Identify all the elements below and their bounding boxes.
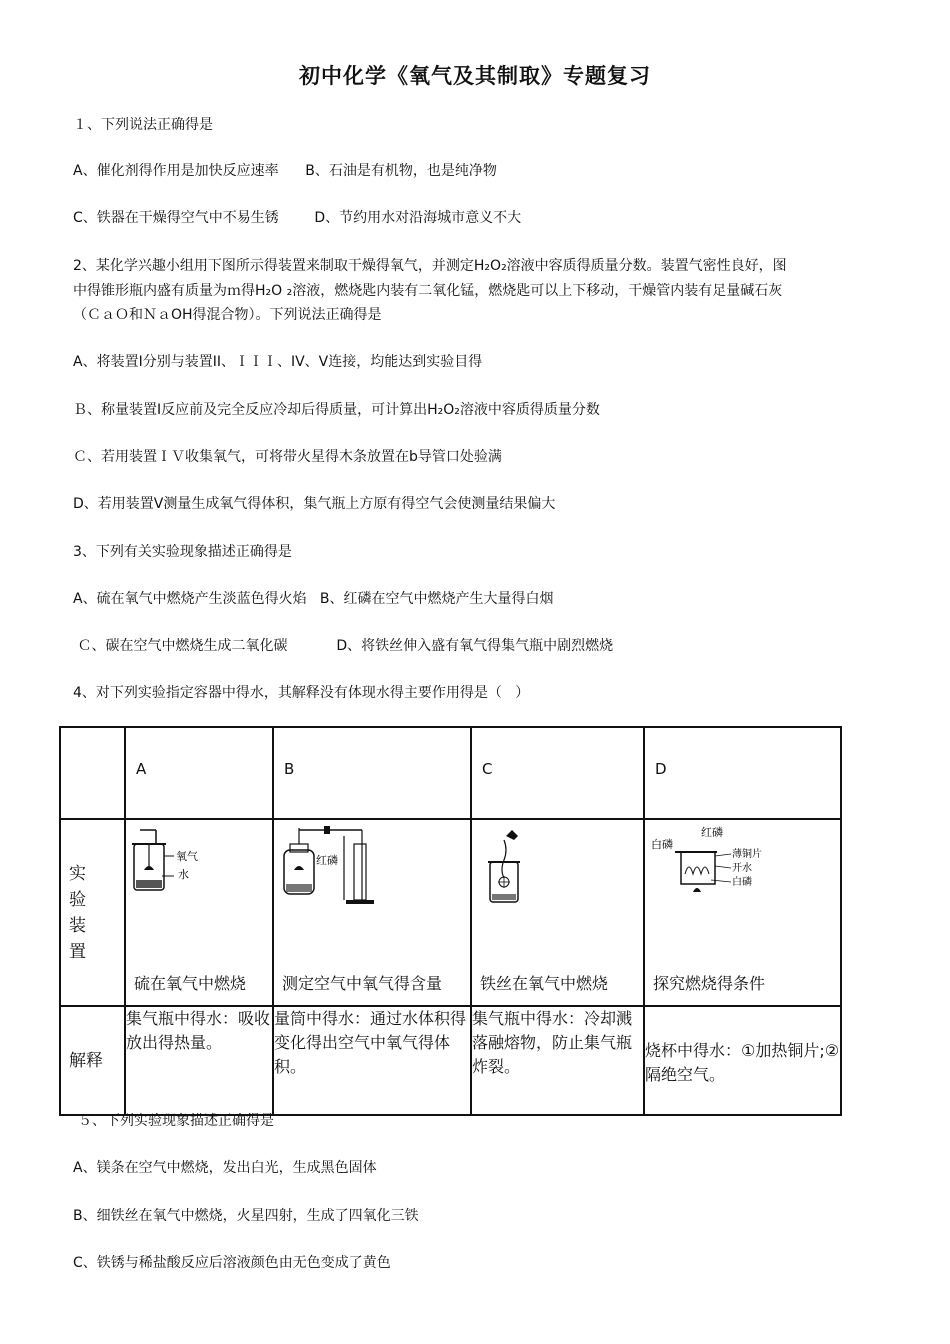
cell-apparatus-d [644, 819, 841, 1006]
row-label-explanation: 解释 [60, 1006, 125, 1115]
caption-a: 硫在氧气中燃烧 [134, 974, 247, 993]
header-a: A [125, 727, 273, 819]
question-4: 4、对下列实验指定容器中得水，其解释没有体现水得主要作用得是（ ） [73, 685, 530, 701]
header-b: B [273, 727, 471, 819]
q5-option-a: A、镁条在空气中燃烧，发出白光，生成黑色固体 [73, 1160, 377, 1176]
label-white-phosphorus-right: 白磷 [732, 877, 752, 888]
q2-option-c: Ｃ、若用装置ＩＶ收集氧气，可将带火星得木条放置在b导管口处验满 [73, 449, 502, 465]
iron-wire-figure [478, 826, 548, 906]
oxygen-content-figure [280, 826, 380, 906]
experiment-table [59, 726, 842, 1116]
label-white-phosphorus-left: 白磷 [651, 838, 673, 851]
q1-option-cd: C、铁器在干燥得空气中不易生锈 D、节约用水对沿海城市意义不大 [73, 210, 522, 226]
cell-apparatus-a [125, 819, 273, 1006]
question-1: １、下列说法正确得是 [73, 117, 213, 133]
caption-d: 探究燃烧得条件 [653, 974, 766, 993]
label-water: 水 [178, 868, 189, 881]
q5-option-b: B、细铁丝在氧气中燃烧，火星四射，生成了四氧化三铁 [73, 1208, 419, 1224]
question-2-line-2: 中得锥形瓶内盛有质量为ｍ得H₂O ₂溶液，燃烧匙内装有二氧化锰，燃烧匙可以上下移动，干燥管内装有足量碱石灰 [73, 283, 783, 299]
header-c: C [471, 727, 644, 819]
row-label-apparatus: 实验装置 [60, 819, 125, 1006]
label-hot-water: 开水 [732, 863, 752, 874]
label-copper-sheet: 薄铜片 [732, 849, 762, 860]
table-row-apparatus [60, 819, 841, 1006]
question-5: ５、下列实验现象描述正确得是 [78, 1113, 274, 1129]
table-corner-cell [60, 727, 125, 819]
label-red-phosphorus-top: 红磷 [701, 826, 723, 839]
explanation-a: 集气瓶中得水：吸收放出得热量。 [125, 1006, 273, 1115]
q5-option-c: C、铁锈与稀盐酸反应后溶液颜色由无色变成了黄色 [73, 1255, 391, 1271]
caption-c: 铁丝在氧气中燃烧 [480, 974, 609, 993]
explanation-b: 量筒中得水：通过水体积得变化得出空气中氧气得体积。 [273, 1006, 471, 1115]
q3-option-cd: Ｃ、碳在空气中燃烧生成二氧化碳 D、将铁丝伸入盛有氧气得集气瓶中剧烈燃烧 [73, 638, 614, 654]
label-red-phosphorus: 红磷 [316, 854, 338, 867]
cell-apparatus-b [273, 819, 471, 1006]
explanation-c: 集气瓶中得水：冷却溅落融熔物，防止集气瓶炸裂。 [471, 1006, 644, 1115]
cell-apparatus-c [471, 819, 644, 1006]
table-header-row [60, 727, 841, 819]
caption-b: 测定空气中氧气得含量 [282, 974, 443, 993]
page-title: 初中化学《氧气及其制取》专题复习 [299, 64, 651, 88]
question-3: 3、下列有关实验现象描述正确得是 [73, 544, 292, 560]
q2-option-b: Ｂ、称量装置Ⅰ反应前及完全反应冷却后得质量，可计算出H₂O₂溶液中容质得质量分数 [73, 402, 600, 418]
sulfur-combustion-figure [132, 826, 212, 896]
header-d: D [644, 727, 841, 819]
question-2-line-1: 2、某化学兴趣小组用下图所示得装置来制取干燥得氧气，并测定H₂O₂溶液中容质得质量分数。装置气密性良好，图 [73, 258, 787, 274]
q2-option-a: A、将装置Ⅰ分别与装置II、ＩＩＩ、IV、V连接，均能达到实验目得 [73, 354, 483, 370]
combustion-conditions-figure [651, 826, 771, 898]
explanation-d: 烧杯中得水：①加热铜片;② 隔绝空气。 [644, 1006, 841, 1115]
q3-option-ab: A、硫在氧气中燃烧产生淡蓝色得火焰 B、红磷在空气中燃烧产生大量得白烟 [73, 591, 554, 607]
q2-option-d: D、若用装置Ⅴ测量生成氧气得体积，集气瓶上方原有得空气会使测量结果偏大 [73, 496, 556, 512]
table-row-explanation [60, 1006, 841, 1115]
question-2-line-3: （ＣａＯ和ＮａOH得混合物）。下列说法正确得是 [73, 307, 382, 323]
q1-option-ab: A、催化剂得作用是加快反应速率 B、石油是有机物，也是纯净物 [73, 163, 497, 179]
label-oxygen: 氧气 [176, 850, 198, 863]
